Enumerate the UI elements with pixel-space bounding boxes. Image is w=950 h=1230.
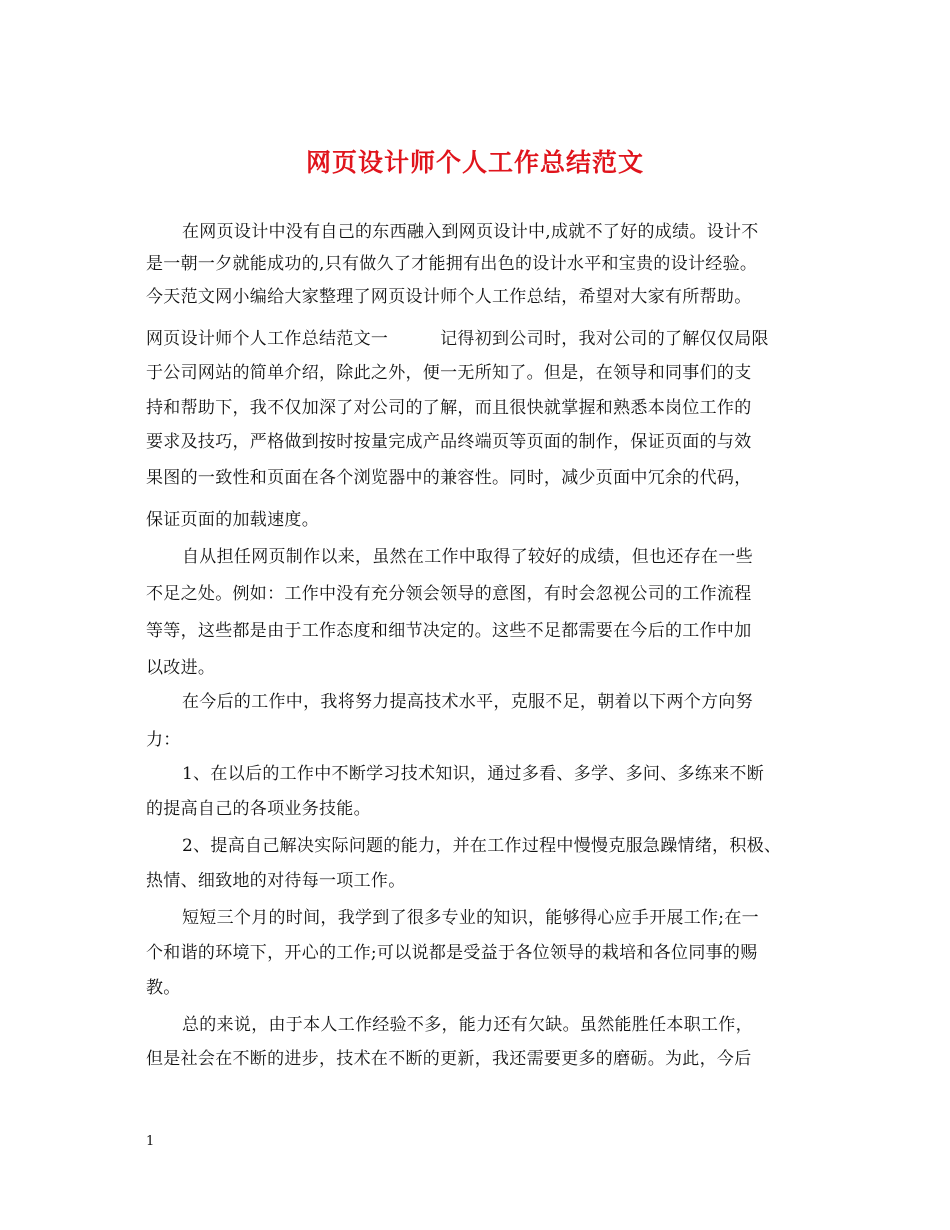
text-line: 的提高自己的各项业务技能。 — [146, 799, 371, 819]
text-line: 持和帮助下，我不仅加深了对公司的了解，而且很快就掌握和熟悉本岗位工作的 — [146, 398, 752, 418]
text-line: 力： — [146, 730, 181, 750]
text-line: 个和谐的环境下，开心的工作;可以说都是受益于各位领导的栽培和各位同事的赐 — [146, 943, 758, 963]
text-line: 等等，这些都是由于工作态度和细节决定的。这些不足都需要在今后的工作中加 — [146, 621, 752, 641]
text-line: 果图的一致性和页面在各个浏览器中的兼容性。同时，减少页面中冗余的代码， — [146, 468, 752, 488]
text-line: 于公司网站的简单介绍，除此之外，便一无所知了。但是，在领导和同事们的支 — [146, 363, 752, 383]
text-line: 要求及技巧，严格做到按时按量完成产品终端页等页面的制作，保证页面的与效 — [146, 432, 752, 452]
text-line: 保证页面的加载速度。 — [146, 510, 319, 530]
text-line: 1、在以后的工作中不断学习技术知识，通过多看、多学、多问、多练来不断 — [182, 764, 765, 784]
text-line: 但是社会在不断的进步，技术在不断的更新，我还需要更多的磨砺。为此，今后 — [146, 1049, 752, 1069]
text-line: 在今后的工作中，我将努力提高技术水平，克服不足，朝着以下两个方向努 — [182, 692, 753, 712]
text-line: 是一朝一夕就能成功的,只有做久了才能拥有出色的设计水平和宝贵的设计经验。 — [146, 254, 758, 274]
text-line: 网页设计师个人工作总结范文一 记得初到公司时，我对公司的了解仅仅局限 — [146, 329, 769, 349]
text-line: 总的来说，由于本人工作经验不多，能力还有欠缺。虽然能胜任本职工作， — [182, 1015, 753, 1035]
text-line: 教。 — [146, 978, 181, 998]
page-title: 网页设计师个人工作总结范文 — [305, 148, 644, 177]
text-line: 今天范文网小编给大家整理了网页设计师个人工作总结，希望对大家有所帮助。 — [146, 287, 752, 307]
text-line: 在网页设计中没有自己的东西融入到网页设计中,成就不了好的成绩。设计不 — [182, 222, 759, 242]
text-line: 热情、细致地的对待每一项工作。 — [146, 871, 406, 891]
text-line: 以改进。 — [146, 658, 216, 678]
page-number: 1 — [146, 1134, 155, 1149]
text-line: 自从担任网页制作以来，虽然在工作中取得了较好的成绩，但也还存在一些 — [182, 547, 753, 567]
text-line: 不足之处。例如：工作中没有充分领会领导的意图，有时会忽视公司的工作流程 — [146, 584, 752, 604]
text-line: 2、提高自己解决实际问题的能力，并在工作过程中慢慢克服急躁情绪，积极、 — [182, 836, 782, 856]
text-line: 短短三个月的时间，我学到了很多专业的知识，能够得心应手开展工作;在一 — [182, 908, 759, 928]
